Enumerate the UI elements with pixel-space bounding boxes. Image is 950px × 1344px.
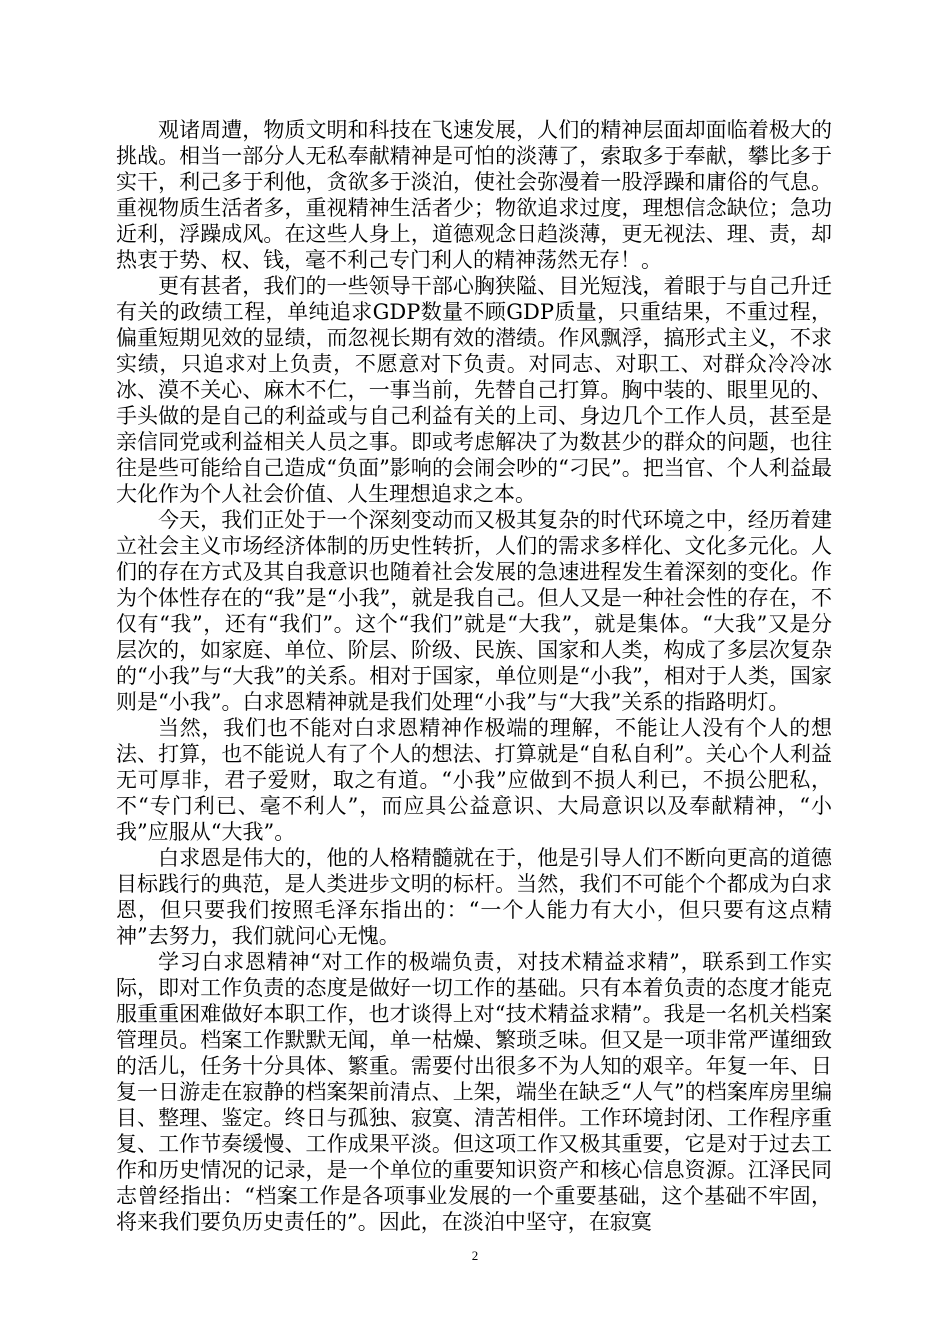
paragraph-1: 观诸周遭，物质文明和科技在飞速发展，人们的精神层面却面临着极大的挑战。相当一部分人无私奉献精神是可怕的淡薄了，索取多于奉献，攀比多于实干，利己多于利他，贪欲多于淡泊，使社会弥漫着一股浮躁和庸俗的气息。重视物质生活者多，重视精神生活者少；物欲追求过度，理想信念缺位；急功近利，浮躁成风。在这些人身上，道德观念日趋淡薄，更无视法、理、责，却热衷于势、权、钱，毫不利己专门利人的精神荡然无存！。	[116, 118, 832, 272]
paragraph-6: 学习白求恩精神“对工作的极端负责，对技术精益求精”，联系到工作实际，即对工作负责的态度是做好一切工作的基础。只有本着负责的态度才能克服重重困难做好本职工作，也才谈得上对“技术精益求精”。我是一名机关档案管理员。档案工作默默无闻，单一枯燥、繁琐乏味。但又是一项非常严谨细致的活儿，任务十分具体、繁重。需要付出很多不为人知的艰辛。年复一年、日复一日游走在寂静的档案架前清点、上架，端坐在缺乏“人气”的档案库房里编目、整理、鉴定。终日与孤独、寂寞、清苦相伴。工作环境封闭、工作程序重复、工作节奏缓慢、工作成果平淡。但这项工作又极其重要，它是对于过去工作和历史情况的记录，是一个单位的重要知识资产和核心信息资源。江泽民同志曾经指出：“档案工作是各项事业发展的一个重要基础，这个基础不牢固，将来我们要负历史责任的”。因此，在淡泊中坚守，在寂寞	[116, 950, 832, 1234]
body-text	[116, 117, 832, 1235]
paragraph-5: 白求恩是伟大的，他的人格精髓就在于，他是引导人们不断向更高的道德目标践行的典范，是人类进步文明的标杆。当然，我们不可能个个都成为白求恩，但只要我们按照毛泽东指出的：“一个人能力有大小，但只要有这点精神”去努力，我们就问心无愧。	[116, 846, 832, 948]
paragraph-2: 更有甚者，我们的一些领导干部心胸狭隘、目光短浅，着眼于与自己升迁有关的政绩工程，单纯追求GDP数量不顾GDP质量，只重结果，不重过程，偏重短期见效的显绩，而忽视长期有效的潜绩。作风飘浮，搞形式主义，不求实绩，只追求对上负责，不愿意对下负责。对同志、对职工、对群众冷冷冰冰、漠不关心、麻木不仁，一事当前，先替自己打算。胸中装的、眼里见的、手头做的是自己的利益或与自己利益有关的上司、身边几个工作人员，甚至是亲信同党或利益相关人员之事。即或考虑解决了为数甚少的群众的问题，也往往是些可能给自己造成“负面”影响的会闹会吵的“刁民”。把当官、个人利益最大化作为个人社会价值、人生理想追求之本。	[116, 274, 832, 506]
page-number: 2	[471, 1248, 479, 1263]
paragraph-3: 今天，我们正处于一个深刻变动而又极其复杂的时代环境之中，经历着建立社会主义市场经济体制的历史性转折，人们的需求多样化、文化多元化。人们的存在方式及其自我意识也随着社会发展的急速进程发生着深刻的变化。作为个体性存在的“我”是“小我”，就是我自己。但人又是一种社会性的存在，不仅有“我”，还有“我们”。这个“我们”就是“大我”，就是集体。“大我”又是分层次的，如家庭、单位、阶层、阶级、民族、国家和人类，构成了多层次复杂的“小我”与“大我”的关系。相对于国家，单位则是“小我”，相对于人类，国家则是“小我”。白求恩精神就是我们处理“小我”与“大我”关系的指路明灯。	[116, 508, 832, 714]
paragraph-4: 当然，我们也不能对白求恩精神作极端的理解，不能让人没有个人的想法、打算，也不能说人有了个人的想法、打算就是“自私自利”。关心个人利益无可厚非，君子爱财，取之有道。“小我”应做到不损人利已，不损公肥私，不“专门利已、毫不利人”，而应具公益意识、大局意识以及奉献精神，“小我”应服从“大我”。	[116, 716, 832, 844]
